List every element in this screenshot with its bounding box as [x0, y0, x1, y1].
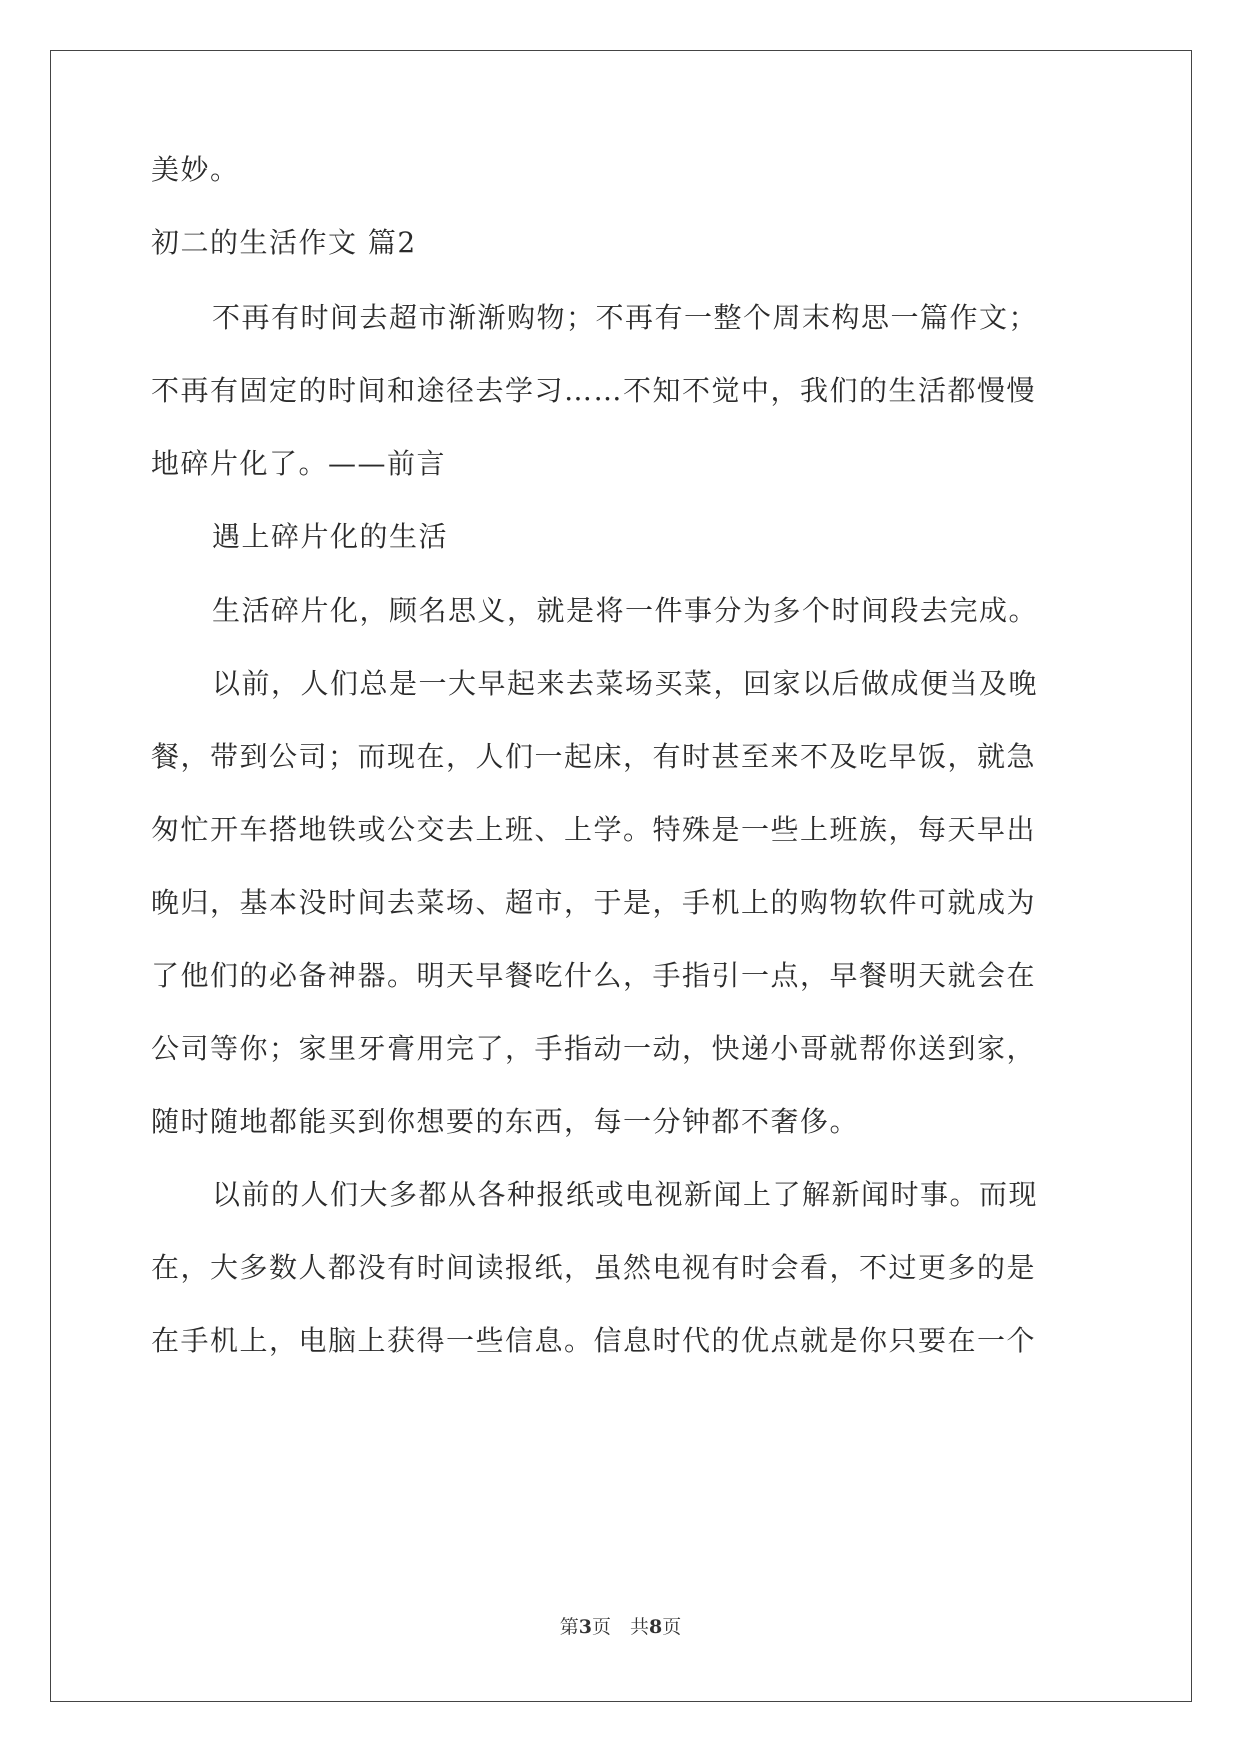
- paragraph-line: 以前的人们大多都从各种报纸或电视新闻上了解新闻时事。而现: [212, 1178, 1039, 1211]
- paragraph-line: 生活碎片化，顾名思义，就是将一件事分为多个时间段去完成。: [212, 594, 1039, 627]
- paragraph-line: 在，大多数人都没有时间读报纸，虽然电视有时会看，不过更多的是: [151, 1251, 1037, 1284]
- current-page-number: 3: [578, 1616, 592, 1638]
- paragraph-line: 地碎片化了。——前言: [151, 447, 447, 480]
- total-page-number: 8: [649, 1616, 663, 1638]
- paragraph-line: 美妙。: [151, 153, 240, 186]
- paragraph-line: 不再有时间去超市渐渐购物；不再有一整个周末构思一篇作文；: [212, 301, 1039, 334]
- page-suffix: 页: [662, 1616, 682, 1638]
- page-mid: 页 共: [591, 1616, 649, 1638]
- article-title: 遇上碎片化的生活: [212, 520, 449, 553]
- paragraph-line: 餐，带到公司；而现在，人们一起床，有时甚至来不及吃早饭，就急: [151, 740, 1037, 773]
- paragraph-line: 晚归，基本没时间去菜场、超市，于是，手机上的购物软件可就成为: [151, 886, 1037, 919]
- paragraph-line: 匆忙开车搭地铁或公交去上班、上学。特殊是一些上班族，每天早出: [151, 813, 1037, 846]
- section-heading: 初二的生活作文 篇2: [151, 226, 417, 259]
- paragraph-line: 以前，人们总是一大早起来去菜场买菜，回家以后做成便当及晚: [212, 667, 1039, 700]
- paragraph-line: 公司等你；家里牙膏用完了，手指动一动，快递小哥就帮你送到家，: [151, 1032, 1037, 1065]
- paragraph-line: 随时随地都能买到你想要的东西，每一分钟都不奢侈。: [151, 1105, 860, 1138]
- paragraph-line: 不再有固定的时间和途径去学习……不知不觉中，我们的生活都慢慢: [151, 374, 1037, 407]
- page-footer: [0, 1614, 1241, 1640]
- paragraph-line: 在手机上，电脑上获得一些信息。信息时代的优点就是你只要在一个: [151, 1324, 1037, 1357]
- paragraph-line: 了他们的必备神器。明天早餐吃什么，手指引一点，早餐明天就会在: [151, 959, 1037, 992]
- page-prefix: 第: [559, 1616, 579, 1638]
